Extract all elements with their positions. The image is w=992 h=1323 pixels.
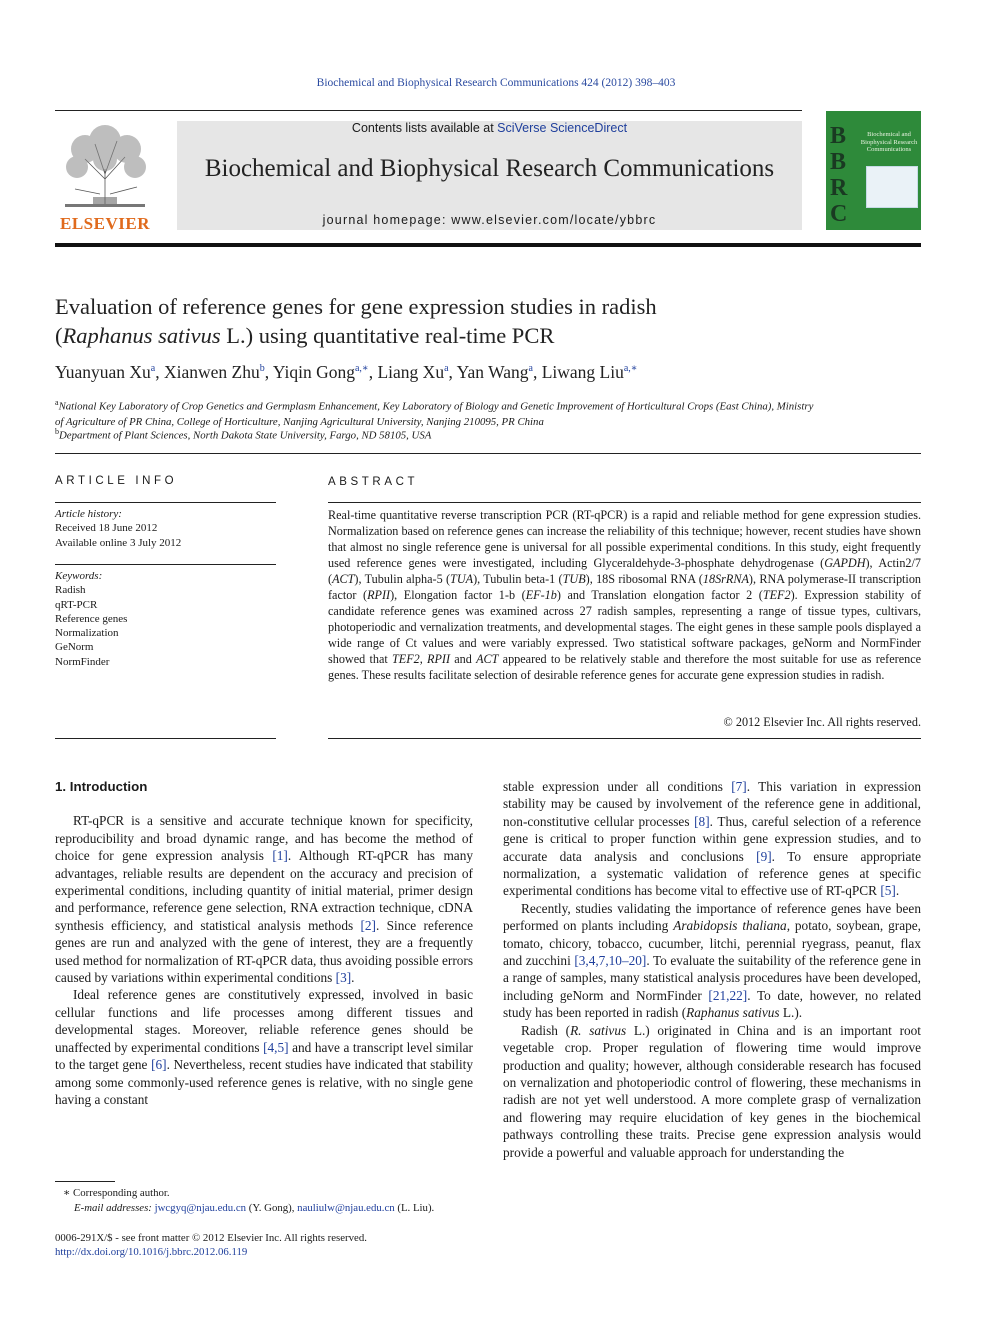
paragraph: Ideal reference genes are constitutively expressed, involved in basic cellular functions and life processes among different tissues and developmental stages. Moreover, reliable reference genes should be unaffected by experimental conditions [4,5] and have a transcript level similar to the target gene [6]. Nevertheless, recent studies have indicated that stability among some commonly-used reference genes is relative, with no single gene having a constant — [55, 987, 474, 1107]
cover-title: Biochemical and Biophysical Research Communications — [860, 131, 918, 153]
author-name: Yuanyuan Xu — [55, 362, 151, 382]
journal-homepage — [177, 213, 802, 227]
author-affil[interactable]: a — [444, 363, 449, 375]
abstract-heading: ABSTRACT — [328, 476, 419, 488]
info-rule — [55, 502, 276, 503]
keywords-label: Keywords: — [55, 570, 103, 582]
title-species: Raphanus sativus — [62, 323, 221, 348]
header-rule — [55, 110, 802, 111]
author-affil[interactable]: b — [259, 363, 265, 375]
author-sep: , — [448, 362, 457, 382]
citation-link[interactable]: [7] — [731, 779, 747, 794]
email-link[interactable]: nauliulw@njau.edu.cn — [297, 1201, 395, 1214]
author-name: Liwang Liu — [541, 362, 624, 382]
keyword: Radish — [55, 584, 86, 597]
paragraph: Radish (R. sativus L.) originated in China and is an important root vegetable crop. Proper regulation of flowering time would improve production and quality; however, although considerable research has focused on vernalization and photoperiodic control of flowering, these mechanisms in radish are not yet well understood. A more complete grasp of vernalization and flowering may require elucidation of key genes in the biochemical pathways controlling these traits. Precise gene expression analysis would provide a powerful and valuable approach for understanding the — [503, 1022, 921, 1160]
cover-image — [866, 166, 918, 208]
keyword: Reference genes — [55, 612, 128, 625]
section-rule — [55, 453, 921, 454]
affil-text: National Key Laboratory of Crop Genetics and Germplasm Enhancement, Key Laboratory of Biology and Genetic Improvement of Horticultural Crops (East China), Ministry — [58, 400, 814, 413]
keyword: qRT-PCR — [55, 598, 98, 611]
available-date: Available online 3 July 2012 — [55, 536, 182, 549]
author-sep: , — [532, 362, 542, 382]
footnote-rule — [55, 1181, 115, 1182]
body-column-right — [503, 778, 921, 1161]
affil-marker: a — [55, 398, 59, 407]
author-affil[interactable]: a — [150, 363, 156, 375]
citation-link[interactable]: [5] — [880, 883, 896, 899]
section-heading: 1. Introduction — [55, 779, 148, 794]
citation-link[interactable]: [8] — [694, 813, 710, 829]
title-line-1: Evaluation of reference genes for gene expression studies in radish — [55, 294, 657, 319]
author-sep: , — [155, 362, 164, 382]
keyword: Normalization — [55, 627, 119, 640]
affil-text: Department of Plant Sciences, North Dakota State University, Fargo, ND 58105, USA — [59, 429, 432, 442]
author-name: Xianwen Zhu — [163, 362, 260, 382]
journal-cover — [826, 111, 921, 230]
author-affil[interactable]: a — [528, 363, 533, 375]
email-link[interactable]: jwcgyq@njau.edu.cn — [154, 1201, 247, 1214]
citation-link[interactable]: [4,5] — [263, 1039, 289, 1055]
author-name: Yan Wang — [456, 362, 529, 382]
affil-text: of Agriculture of PR China, College of Horticulture, Nanjing Agricultural University, Nanjing 210095, PR China — [55, 415, 544, 428]
homepage-prefix: journal homepage: — [322, 213, 452, 227]
body-column-left — [55, 778, 473, 1108]
keywords — [55, 569, 276, 669]
cover-letter: R — [830, 175, 848, 201]
corresponding-footnote: ∗ Corresponding author. E-mail addresses: jwcgyq@njau.edu.cn (Y. Gong), nauliulw@njau.edu.cn (L. Liu). — [55, 1186, 473, 1215]
cover-letter: C — [830, 201, 848, 227]
citation-link[interactable]: [1] — [272, 848, 288, 864]
journal-citation[interactable]: Biochemical and Biophysical Research Communications 424 (2012) 398–403 — [316, 77, 676, 89]
cover-letter: B — [830, 123, 847, 149]
citation-link[interactable]: [9] — [756, 848, 772, 864]
author-affil[interactable]: a,∗ — [623, 363, 638, 375]
author-sep: , — [264, 362, 273, 382]
email-label: E-mail addresses: — [74, 1201, 155, 1214]
abstract-rule — [328, 502, 921, 503]
paragraph: stable expression under all conditions [7]. This variation in expression stability may be caused by involvement of the reference gene in additional, non-constitutive cellular processes [8]. Thus, careful selection of a reference gene is critical to proper function within gene expression studies, and to accurate data analysis and conclusions [9]. To ensure appropriate normalization, a systematic validation of reference genes at specific experimental conditions has become vital to effective use of RT-qPCR [5]. — [503, 779, 921, 899]
paragraph: RT-qPCR is a sensitive and accurate technique known for specificity, reproducibility and broad dynamic range, and has become the method of choice for gene expression analysis [1]. Although RT-qPCR has many advantages, reliable results are dependent on the accuracy and precision of experimental conditions, including quantity of initial material, primer design and performance, reference gene selection, RNA extraction technique, cDNA synthesis efficiency, and statistical analysis methods [2]. Since reference genes are run and analyzed with the gene of interest, they are a frequently used method for normalization of RT-qPCR data, thus avoiding possible errors caused by variations within experimental conditions [3]. — [55, 813, 473, 986]
publisher-name: ELSEVIER — [60, 214, 150, 233]
article-info-heading: ARTICLE INFO — [55, 475, 178, 487]
doi-link[interactable]: http://dx.doi.org/10.1016/j.bbrc.2012.06.119 — [55, 1246, 248, 1258]
article-title — [55, 292, 921, 350]
title-line-2: L.) using quantitative real-time PCR — [220, 323, 555, 348]
journal-name: Biochemical and Biophysical Research Communications — [204, 155, 775, 182]
citation-link[interactable]: [2] — [360, 917, 376, 933]
citation-link[interactable]: [6] — [151, 1057, 167, 1073]
cover-letter: B — [830, 149, 847, 175]
citation-link[interactable]: [3] — [335, 970, 352, 986]
keyword: NormFinder — [55, 655, 110, 668]
affiliation-b — [55, 424, 921, 444]
issn-line: 0006-291X/$ - see front matter © 2012 Elsevier Inc. All rights reserved. — [55, 1232, 367, 1244]
paragraph: Recently, studies validating the importance of reference genes have been performed on plants including Arabidopsis thaliana, potato, soybean, grape, tomato, chicory, tobacco, cucumber, litchi, perennial ryegrass, peanut, flax and zucchini [3,4,7,10–20]. To evaluate the suitability of the reference gene in a range of samples, many statistical analysis procedures have been developed, including geNorm and NormFinder [21,22]. To date, however, no related study has been reported in radish (Raphanus sativus L.). — [503, 900, 921, 1021]
author-affil[interactable]: a,∗ — [354, 363, 369, 375]
contents-prefix: Contents lists available at — [351, 121, 498, 135]
abstract-copyright: © 2012 Elsevier Inc. All rights reserved. — [723, 715, 921, 729]
author-sep: , — [368, 362, 378, 382]
info-rule — [55, 738, 276, 739]
article-history — [55, 507, 276, 550]
citation-link[interactable]: [3,4,7,10–20] — [574, 953, 647, 969]
author-list — [55, 362, 921, 383]
history-label: Article history: — [55, 508, 122, 520]
contents-line — [177, 121, 802, 135]
received-date: Received 18 June 2012 — [55, 522, 158, 535]
title-paren: ( — [55, 323, 63, 348]
author-name: Yiqin Gong — [272, 362, 355, 382]
info-rule — [55, 564, 276, 565]
citation-link[interactable]: [21,22] — [708, 987, 748, 1003]
sciencedirect-link[interactable]: SciVerse ScienceDirect — [497, 121, 628, 135]
affil-marker: b — [55, 427, 59, 436]
front-matter — [55, 1231, 475, 1259]
header-thick-rule — [55, 243, 921, 247]
abstract-text: Real-time quantitative reverse transcription PCR (RT-qPCR) is a rapid and reliable method for gene expression studies. Normalization based on reference genes can increase the reliability of this technique; however, recent studies have shown that almost no single reference gene is universal for all possible experimental conditions. In this study, eight frequently used reference genes were investigated, including Glyceraldehyde-3-phosphate dehydrogenase (GAPDH), Actin2/7 (ACT), Tubulin alpha-5 (TUA), Tubulin beta-1 (TUB), 18S ribosomal RNA (18SrRNA), RNA polymerase-II transcription factor (RPII), Elongation factor 1-b (EF-1b) and Translation elongation factor 2 (TEF2). Expression stability of candidate reference genes was examined across 27 radish samples, representing a range of tissue types, cultivars, photoperiodic and vernalization treatments, and developmental stages. The eight genes in these sample pools displayed a wide range of Ct values and were variably expressed. Two statistical software packages, geNorm and NormFinder showed that TEF2, RPII and ACT appeared to be relatively stable and therefore the most suitable for use as reference genes. These results facilitate selection of desirable reference genes for accurate gene expression studies in radish. — [328, 508, 922, 682]
homepage-url[interactable]: www.elsevier.com/locate/ybbrc — [451, 213, 657, 227]
corresponding-author: ∗ Corresponding author. — [63, 1187, 170, 1199]
abstract-rule — [328, 738, 921, 739]
keyword: GeNorm — [55, 641, 94, 654]
author-name: Liang Xu — [377, 362, 445, 382]
